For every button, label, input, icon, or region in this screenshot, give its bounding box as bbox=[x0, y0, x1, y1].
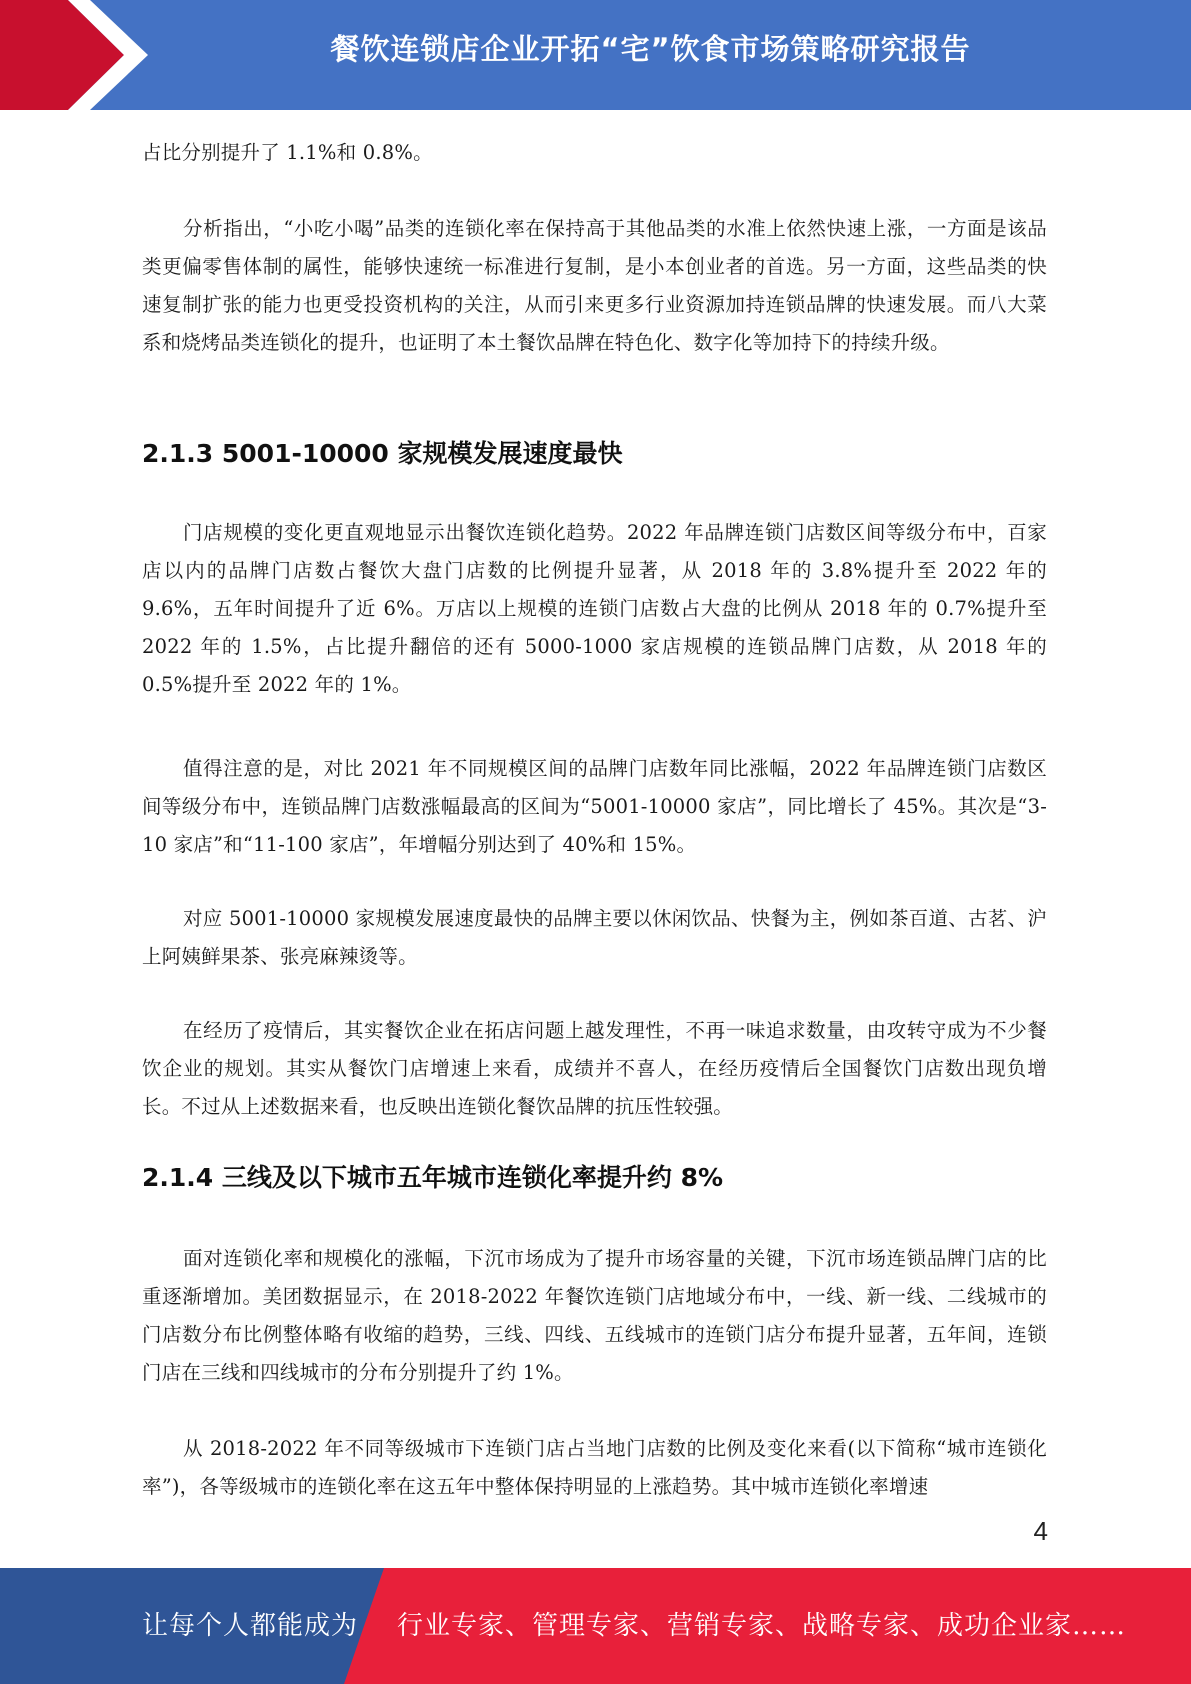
footer-slogan-right: 行业专家、管理专家、营销专家、战略专家、成功企业家…… bbox=[397, 1611, 1127, 1641]
paragraph-post-pandemic: 在经历了疫情后，其实餐饮企业在拓店问题上越发理性，不再一味追求数量，由攻转守成为不少餐饮企业的规划。其实从餐饮门店增速上来看，成绩并不喜人，在经历疫情后全国餐饮门店数出现负增长。不过从上述数据来看，也反映出连锁化餐饮品牌的抗压性较强。 bbox=[142, 1019, 1047, 1118]
report-title: 餐饮连锁店企业开拓“宅”饮食市场策略研究报告 bbox=[330, 32, 971, 66]
footer-slogan-left: 让每个人都能成为 bbox=[142, 1611, 359, 1641]
paragraph-growth-range: 值得注意的是，对比 2021 年不同规模区间的品牌门店数年同比涨幅，2022 年品牌连锁门店数区间等级分布中，连锁品牌门店数涨幅最高的区间为“5001-10000 家店”，同比增长了 45%。其次是“3-10 家店”和“11-100 家店”，年增幅分别达到了 40%和 15%。 bbox=[142, 757, 1047, 856]
section-heading-2-1-3: 2.1.3 5001-10000 家规模发展速度最快 bbox=[142, 439, 623, 468]
page-footer bbox=[0, 1568, 1191, 1684]
page-header bbox=[0, 0, 1191, 110]
paragraph-lower-tier-market: 面对连锁化率和规模化的涨幅，下沉市场成为了提升市场容量的关键，下沉市场连锁品牌门店的比重逐渐增加。美团数据显示，在 2018-2022 年餐饮连锁门店地域分布中，一线、新一线、二线城市的门店数分布比例整体略有收缩的趋势，三线、四线、五线城市的连锁门店分布提升显著，五年间，连锁门店在三线和四线城市的分布分别提升了约 1%。 bbox=[142, 1247, 1047, 1384]
paragraph-continuation: 占比分别提升了 1.1%和 0.8%。 bbox=[142, 141, 433, 164]
paragraph-city-chain-rate: 从 2018-2022 年不同等级城市下连锁门店占当地门店数的比例及变化来看(以下简称“城市连锁化率”)，各等级城市的连锁化率在这五年中整体保持明显的上涨趋势。其中城市连锁化率增速 bbox=[142, 1437, 1047, 1498]
paragraph-snack-analysis: 分析指出，“小吃小喝”品类的连锁化率在保持高于其他品类的水准上依然快速上涨，一方面是该品类更偏零售体制的属性，能够快速统一标准进行复制，是小本创业者的首选。另一方面，这些品类的快速复制扩张的能力也更受投资机构的关注，从而引来更多行业资源加持连锁品牌的快速发展。而八大菜系和烧烤品类连锁化的提升，也证明了本土餐饮品牌在特色化、数字化等加持下的持续升级。 bbox=[142, 217, 1047, 354]
paragraph-brands-example: 对应 5001-10000 家规模发展速度最快的品牌主要以休闲饮品、快餐为主，例如茶百道、古茗、沪上阿姨鲜果茶、张亮麻辣烫等。 bbox=[142, 907, 1047, 968]
paragraph-store-scale: 门店规模的变化更直观地显示出餐饮连锁化趋势。2022 年品牌连锁门店数区间等级分布中，百家店以内的品牌门店数占餐饮大盘门店数的比例提升显著，从 2018 年的 3.8%提升至 2022 年的 9.6%，五年时间提升了近 6%。万店以上规模的连锁门店数占大盘的比例从 2018 年的 0.7%提升至 2022 年的 1.5%，占比提升翻倍的还有 5000-1000 家店规模的连锁品牌门店数，从 2018 年的 0.5%提升至 2022 年的 1%。 bbox=[142, 521, 1047, 696]
section-heading-2-1-4: 2.1.4 三线及以下城市五年城市连锁化率提升约 8% bbox=[142, 1163, 724, 1192]
page-number: 4 bbox=[1033, 1516, 1048, 1546]
